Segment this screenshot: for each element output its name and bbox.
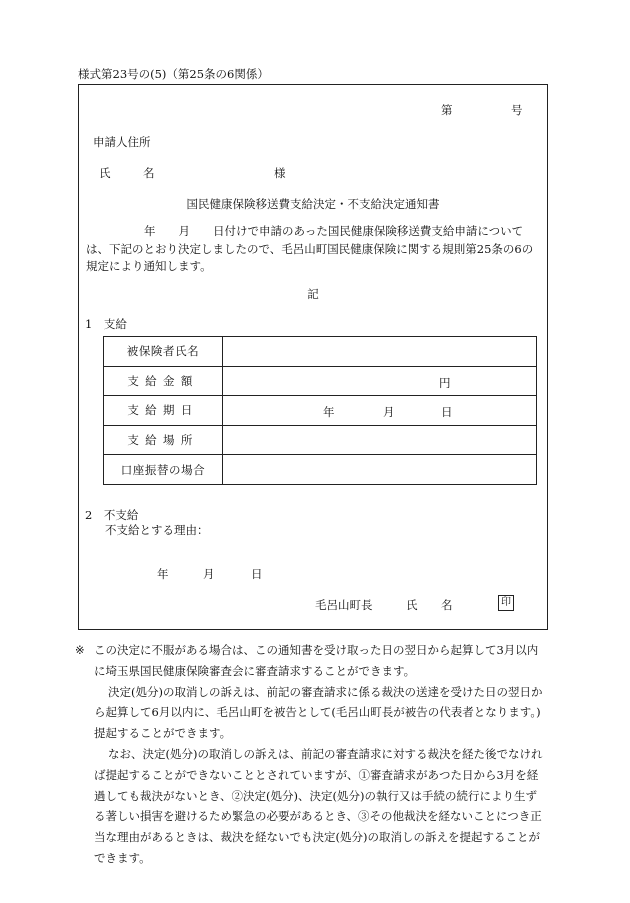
applicant-address-label: 申請人住所	[93, 135, 151, 149]
table-row	[104, 337, 537, 367]
note-paragraph-2: 決定(処分)の取消しの訴えは、前記の審査請求に係る裁決の送達を受けた日の翌日から起算して6月以内に、毛呂山町を被告として(毛呂山町長が被告の代表者となります。)提起することができます。	[94, 684, 543, 741]
date-month-unit: 月	[203, 567, 215, 581]
amount-field	[223, 366, 537, 396]
mayor-title: 毛呂山町長	[315, 598, 373, 612]
payment-day-unit: 日	[441, 405, 453, 420]
form-label: 様式第23号の(5)（第25条の6関係）	[78, 67, 269, 81]
row-label-insured-name: 被保険者氏名	[104, 337, 223, 367]
payment-table	[103, 336, 537, 485]
doc-number-suffix: 号	[511, 103, 523, 117]
notice-body: 年 月 日付けで申請のあった国民健康保険移送費支給申請については、下記のとおり決定しましたので、毛呂山町国民健康保険に関する規則第25条の6の規定により通知します。	[86, 224, 534, 273]
applicant-honorific: 様	[274, 166, 286, 180]
document-title: 国民健康保険移送費支給決定・不支給決定通知書	[186, 197, 440, 211]
note-mark: ※	[75, 643, 85, 657]
row-label-amount: 支給金額	[104, 366, 223, 396]
section1-heading: 1 支給	[85, 317, 127, 331]
date-year-unit: 年	[157, 567, 169, 581]
table-row	[104, 425, 537, 455]
mayor-name-label-1: 氏	[406, 598, 418, 612]
notice-frame	[78, 84, 548, 630]
bank-transfer-field	[223, 455, 537, 485]
applicant-name-label-2: 名	[143, 166, 155, 180]
applicant-name-label-1: 氏	[99, 166, 111, 180]
insured-name-field	[223, 337, 537, 367]
notes	[75, 640, 548, 869]
non-payment-reason-label: 不支給とする理由：	[105, 523, 209, 537]
section2-heading: 2 不支給	[85, 508, 139, 522]
note-paragraph-1: この決定に不服がある場合は、この通知書を受け取った日の翌日から起算して3月以内に埼玉県国民健康保険審査会に審査請求することができます。	[94, 643, 539, 678]
seal-stamp: 印	[498, 595, 514, 611]
mayor-name-label-2: 名	[441, 598, 453, 612]
ki-heading: 記	[307, 287, 319, 301]
note-paragraph-3: なお、決定(処分)の取消しの訴えは、前記の審査請求に対する裁決を経た後でなければ提起することができないこととされていますが、①審査請求があつた日から3月を経過しても裁決がないとき、②決定(処分)、決定(処分)の執行又は手続の続行により生ずる著しい損害を避けるため緊急の必要があるとき、③その他裁決を経ないことにつき正当な理由があるときは、裁決を経ないでも決定(処分)の取消しの訴えを提起することができます。	[94, 746, 543, 865]
payment-month-unit: 月	[383, 405, 395, 420]
table-row	[104, 455, 537, 485]
doc-number-prefix: 第	[441, 103, 453, 117]
table-row	[104, 366, 537, 396]
date-day-unit: 日	[251, 567, 263, 581]
payment-year-unit: 年	[323, 405, 335, 420]
payment-place-field	[223, 425, 537, 455]
table-row	[104, 396, 537, 426]
row-label-payment-date: 支給期日	[104, 396, 223, 426]
payment-date-field	[223, 396, 537, 426]
row-label-bank-transfer: 口座振替の場合	[104, 455, 223, 485]
row-label-payment-place: 支給場所	[104, 425, 223, 455]
yen-unit: 円	[439, 375, 451, 390]
